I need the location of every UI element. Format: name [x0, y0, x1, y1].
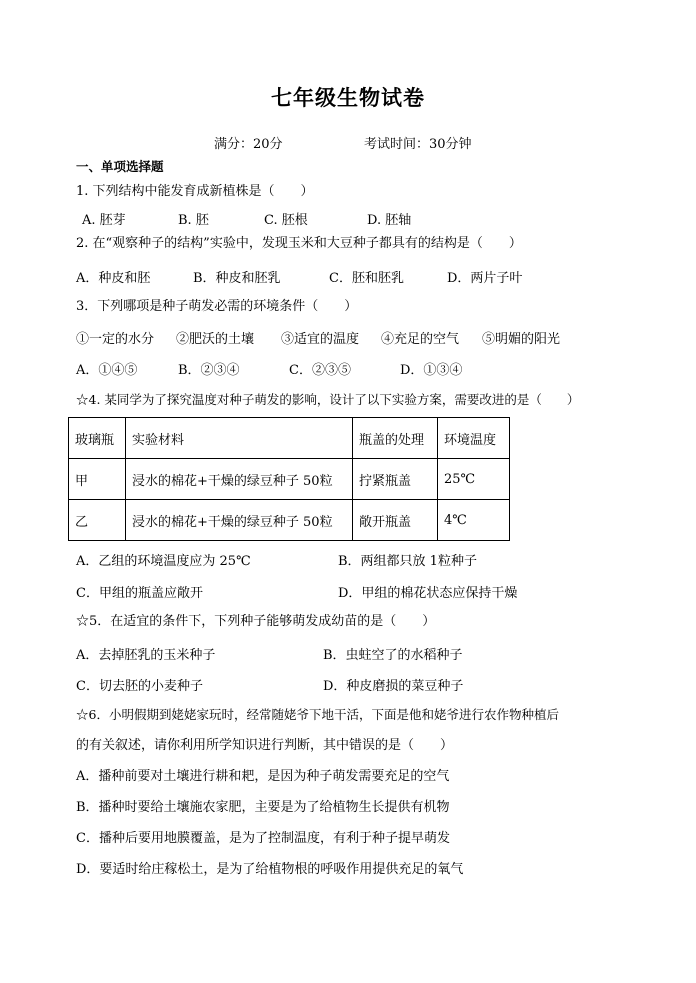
q6-option-d: D．要适时给庄稼松土，是为了给植物根的呼吸作用提供充足的氧气 [76, 862, 464, 877]
section-title: 一、单项选择题 [76, 159, 164, 174]
experiment-table [68, 417, 510, 541]
table-cell: 甲 [69, 459, 126, 500]
q5-option-b: B．虫蛀空了的水稻种子 [323, 648, 463, 663]
table-header-cell: 瓶盖的处理 [353, 418, 438, 459]
page-title: 七年级生物试卷 [271, 86, 425, 110]
question-3-stem: 3．下列哪项是种子萌发必需的环境条件（ ） [76, 299, 358, 314]
q5-option-a: A．去掉胚乳的玉米种子 [76, 648, 216, 663]
q1-option-b: B. 胚 [178, 213, 209, 228]
question-1-stem: 1. 下列结构中能发育成新植株是（ ） [76, 184, 314, 199]
exam-time: 考试时间：30分钟 [364, 137, 472, 152]
q4-option-a: A．乙组的环境温度应为 25℃ [76, 554, 251, 569]
q1-option-d: D. 胚轴 [367, 213, 412, 228]
q2-option-b: B．种皮和胚乳 [193, 271, 281, 286]
table-row [69, 500, 510, 541]
q4-option-c: C．甲组的瓶盖应敞开 [76, 586, 203, 601]
table-header-cell: 玻璃瓶 [69, 418, 126, 459]
q4-option-d: D．甲组的棉花状态应保持干燥 [338, 586, 518, 601]
table-cell: 4℃ [438, 500, 510, 541]
q2-option-c: C．胚和胚乳 [329, 271, 404, 286]
table-cell: 敞开瓶盖 [353, 500, 438, 541]
q5-option-d: D．种皮磨损的菜豆种子 [323, 679, 464, 694]
q4-option-b: B．两组都只放 1粒种子 [338, 554, 477, 569]
q5-option-c: C．切去胚的小麦种子 [76, 679, 203, 694]
q1-option-a: A. 胚芽 [82, 213, 126, 228]
table-cell: 浸水的棉花+干燥的绿豆种子 50粒 [126, 459, 353, 500]
question-6-stem-line-1: ☆6．小明假期到姥姥家玩时，经常随姥爷下地干活，下面是他和姥爷进行农作物种植后 [76, 707, 559, 722]
table-cell: 25℃ [438, 459, 510, 500]
q3-option-a: A．①④⑤ [76, 363, 138, 378]
table-header-row [69, 418, 510, 459]
question-4-stem: ☆4. 某同学为了探究温度对种子萌发的影响，设计了以下实验方案，需要改进的是（ ） [76, 392, 580, 407]
q3-option-c: C．②③⑤ [289, 363, 351, 378]
full-marks: 满分：20分 [214, 137, 283, 152]
q3-option-b: B．②③④ [178, 363, 240, 378]
q3-condition-2: ②肥沃的土壤 [176, 332, 255, 347]
q2-option-a: A．种皮和胚 [76, 271, 151, 286]
question-2-stem: 2. 在“观察种子的结构”实验中，发现玉米和大豆种子都具有的结构是（ ） [76, 236, 522, 251]
q1-option-c: C. 胚根 [264, 213, 308, 228]
question-5-stem: ☆5．在适宜的条件下，下列种子能够萌发成幼苗的是（ ） [76, 614, 436, 629]
q2-option-d: D．两片子叶 [447, 271, 523, 286]
table-cell: 浸水的棉花+干燥的绿豆种子 50粒 [126, 500, 353, 541]
table-row [69, 459, 510, 500]
table-header-cell: 环境温度 [438, 418, 510, 459]
q6-option-a: A．播种前要对土壤进行耕和耙，是因为种子萌发需要充足的空气 [76, 769, 450, 784]
q3-option-d: D．①③④ [400, 363, 463, 378]
table-header-cell: 实验材料 [126, 418, 353, 459]
q3-condition-5: ⑤明媚的阳光 [482, 332, 561, 347]
q6-option-c: C．播种后要用地膜覆盖，是为了控制温度，有利于种子提早萌发 [76, 831, 450, 846]
table-cell: 拧紧瓶盖 [353, 459, 438, 500]
table-cell: 乙 [69, 500, 126, 541]
q6-option-b: B．播种时要给土壤施农家肥，主要是为了给植物生长提供有机物 [76, 800, 450, 815]
q3-condition-1: ①一定的水分 [76, 332, 155, 347]
q3-condition-4: ④充足的空气 [381, 332, 460, 347]
question-6-stem-line-2: 的有关叙述，请你利用所学知识进行判断，其中错误的是（ ） [76, 738, 454, 753]
q3-condition-3: ③适宜的温度 [281, 332, 360, 347]
